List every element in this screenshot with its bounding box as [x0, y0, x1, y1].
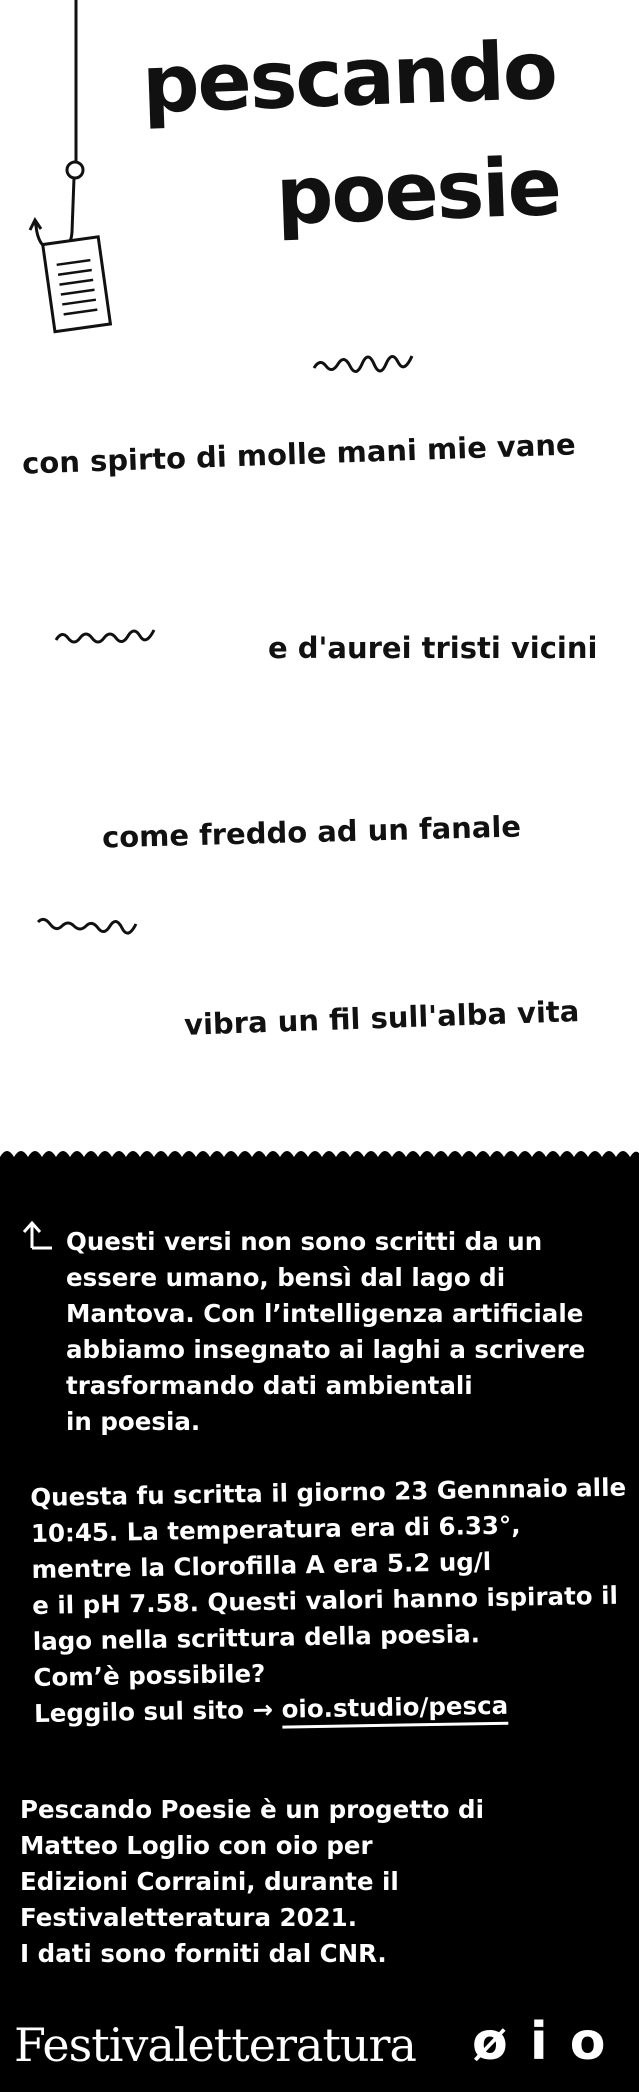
intro-line: essere umano, bensì dal lago di: [66, 1263, 506, 1292]
info-section: [0, 1162, 639, 2092]
details-line: e il pH 7.58. Questi valori hanno ispirato il: [31, 1580, 619, 1620]
wave-divider-icon: [36, 914, 140, 938]
verse-line-2: e d'aurei tristi vicini: [268, 631, 598, 665]
details-line: Com’è possibile?: [33, 1658, 266, 1692]
fishing-hook-icon: [28, 0, 128, 345]
page-title-line2: poesie: [274, 140, 562, 243]
details-line: Questa fu scritta il giorno 23 Gennnaio alle: [30, 1472, 627, 1512]
oio-logo: ø i o: [472, 2012, 608, 2072]
wave-divider-icon: [312, 352, 416, 376]
verse-line-3: come freddo ad un fanale: [101, 809, 522, 855]
page-title-line1: pescando: [140, 23, 558, 132]
credits-line: Edizioni Corraini, durante il: [20, 1867, 399, 1896]
intro-line: abbiamo insegnato ai laghi a scrivere: [66, 1335, 586, 1364]
intro-line: Mantova. Con l’intelligenza artificiale: [66, 1299, 584, 1328]
details-line: lago nella scrittura della poesia.: [32, 1619, 481, 1656]
festival-logo: Festivaletteratura: [14, 2018, 416, 2072]
details-line: 10:45. La temperatura era di 6.33°,: [30, 1510, 521, 1548]
details-line: mentre la Clorofilla A era 5.2 ug/l: [31, 1546, 492, 1584]
credits-line: Matteo Loglio con oio per: [20, 1831, 373, 1860]
read-more-prefix: Leggilo sul sito →: [33, 1694, 282, 1728]
credits-paragraph: [20, 1792, 484, 1972]
verse-line-1: con spirto di molle mani mie vane: [21, 427, 577, 481]
intro-line: in poesia.: [66, 1407, 201, 1436]
site-link[interactable]: oio.studio/pesca: [281, 1691, 508, 1729]
arrow-up-left-icon: [20, 1218, 54, 1252]
credits-line: Pescando Poesie è un progetto di: [20, 1795, 484, 1824]
details-paragraph: [30, 1470, 630, 1732]
intro-line: trasformando dati ambientali: [66, 1371, 473, 1400]
verse-line-4: vibra un fil sull'alba vita: [183, 994, 580, 1042]
credits-line: Festivaletteratura 2021.: [20, 1903, 358, 1932]
intro-paragraph: [66, 1224, 585, 1440]
intro-line: Questi versi non sono scritti da un: [66, 1227, 543, 1256]
credits-line: I dati sono forniti dal CNR.: [20, 1939, 387, 1968]
wave-divider-icon: [54, 626, 158, 650]
